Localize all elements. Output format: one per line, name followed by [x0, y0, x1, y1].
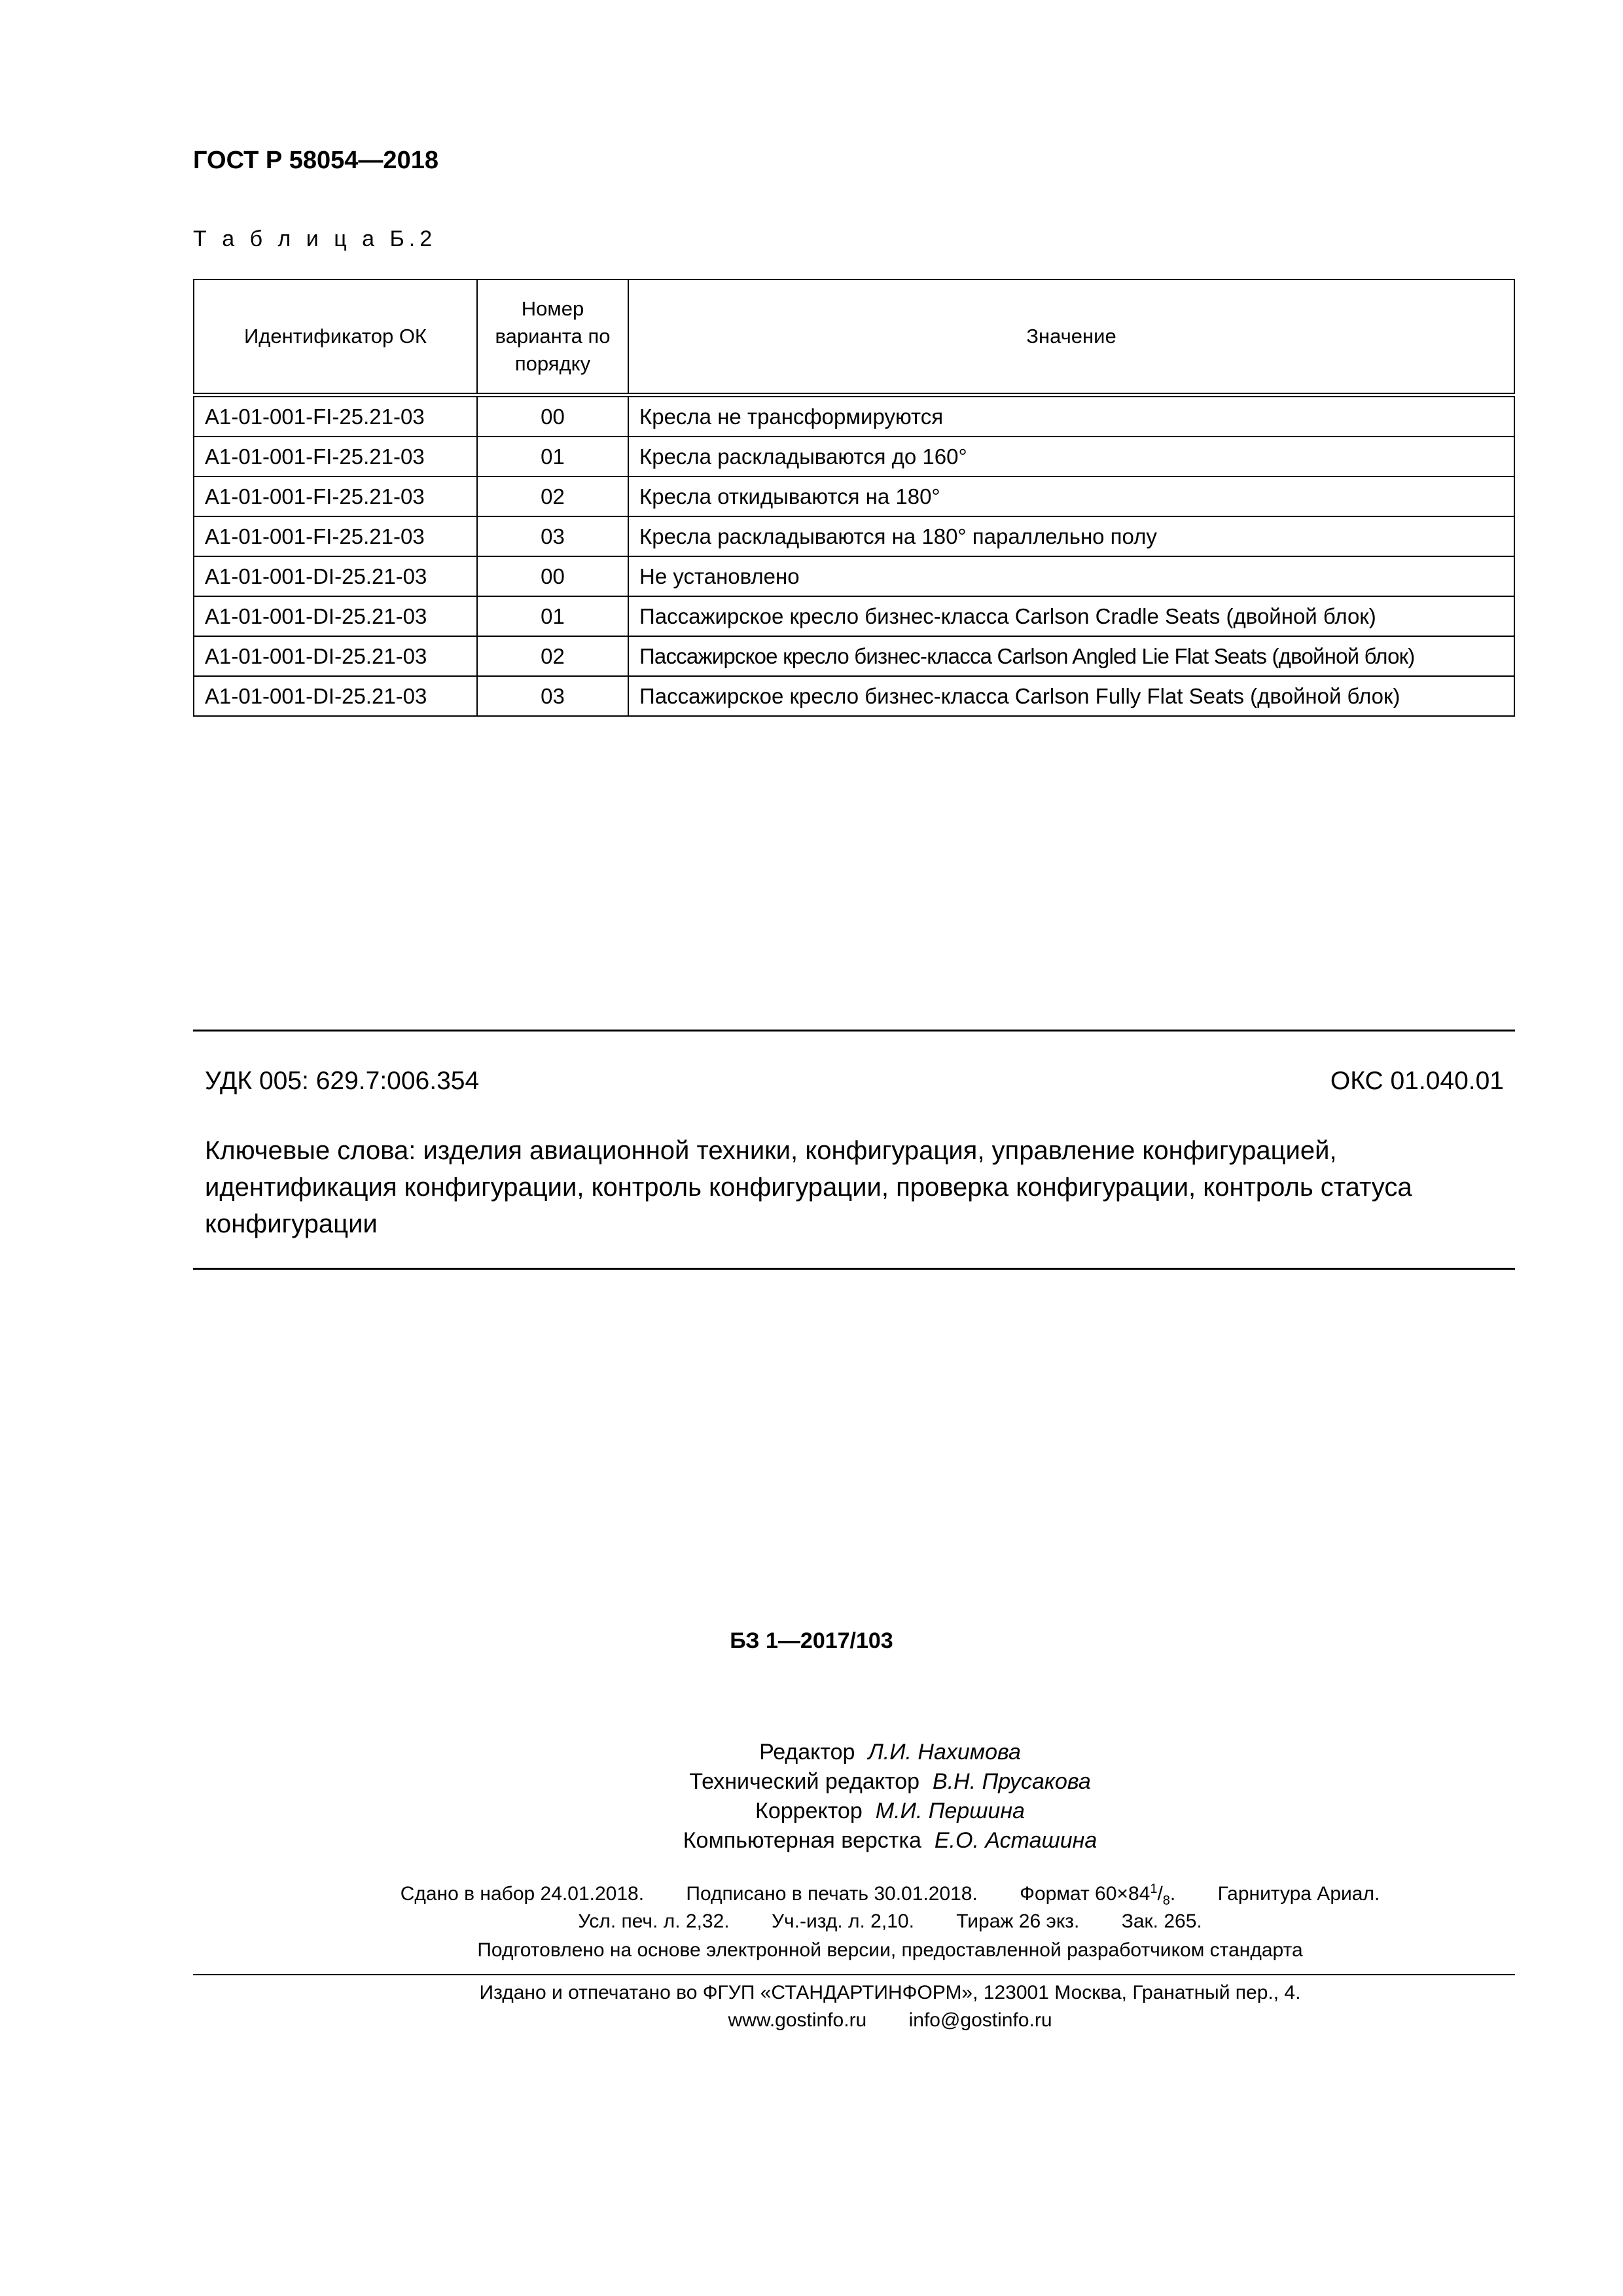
contact-line — [0, 2009, 1623, 2032]
cell-identifier: A1-01-001-DI-25.21-03 — [194, 676, 477, 716]
cell-variant-number: 01 — [477, 437, 628, 476]
cell-identifier: A1-01-001-DI-25.21-03 — [194, 556, 477, 596]
cell-variant-number: 01 — [477, 596, 628, 636]
cell-value: Пассажирское кресло бизнес-класса Carlson Angled Lie Flat Seats (двойной блок) — [628, 636, 1514, 676]
table-row — [194, 395, 1514, 437]
table-row — [194, 596, 1514, 636]
credit-layout — [0, 1828, 1623, 1854]
email-link[interactable]: info@gostinfo.ru — [908, 2009, 1052, 2031]
cell-variant-number: 02 — [477, 476, 628, 516]
cell-identifier: A1-01-001-DI-25.21-03 — [194, 596, 477, 636]
table-row — [194, 516, 1514, 556]
divider-bottom — [193, 1974, 1515, 1975]
table-caption: Т а б л и ц а Б.2 — [193, 226, 437, 251]
credit-role: Редактор — [759, 1740, 855, 1765]
keywords-paragraph: Ключевые слова: изделия авиационной техники, конфигурация, управление конфигурацией, идентификация конфигурации, контроль конфигурации, проверка конфигурации, контроль статуса конфигурации — [205, 1136, 1412, 1238]
typeface: Гарнитура Ариал. — [1217, 1883, 1380, 1905]
column-header-variant-number: Номер варианта по порядку — [477, 279, 628, 395]
credit-role: Корректор — [755, 1799, 863, 1823]
cell-value: Пассажирское кресло бизнес-класса Carlson Cradle Seats (двойной блок) — [628, 596, 1514, 636]
table-row — [194, 556, 1514, 596]
order-number: Зак. 265. — [1121, 1910, 1202, 1932]
udk-code: УДК 005: 629.7:006.354 — [205, 1067, 480, 1095]
divider-top — [193, 1030, 1515, 1031]
credit-name: Л.И. Нахимова — [868, 1740, 1021, 1765]
config-table — [193, 279, 1515, 717]
table-header-row — [194, 279, 1514, 395]
credit-name: В.Н. Прусакова — [933, 1769, 1091, 1794]
cell-variant-number: 03 — [477, 516, 628, 556]
column-header-value: Значение — [628, 279, 1514, 395]
cell-value: Кресла откидываются на 180° — [628, 476, 1514, 516]
cell-value: Пассажирское кресло бизнес-класса Carlson Fully Flat Seats (двойной блок) — [628, 676, 1514, 716]
print-details-line-2 — [0, 1910, 1623, 1933]
credit-role: Технический редактор — [689, 1769, 920, 1794]
cell-identifier: A1-01-001-FI-25.21-03 — [194, 437, 477, 476]
cell-variant-number: 00 — [477, 556, 628, 596]
print-sheets: Усл. печ. л. 2,32. — [578, 1910, 730, 1932]
credit-role: Компьютерная верстка — [683, 1828, 921, 1853]
table-row — [194, 676, 1514, 716]
oks-code: ОКС 01.040.01 — [1330, 1067, 1504, 1095]
credit-name: Е.О. Асташина — [934, 1828, 1097, 1853]
sent-to-typesetting: Сдано в набор 24.01.2018. — [400, 1883, 645, 1905]
column-header-identifier: Идентификатор ОК — [194, 279, 477, 395]
cell-identifier: A1-01-001-FI-25.21-03 — [194, 395, 477, 437]
table-row — [194, 476, 1514, 516]
cell-identifier: A1-01-001-FI-25.21-03 — [194, 516, 477, 556]
prepared-note: Подготовлено на основе электронной версии, предоставленной разработчиком стандарта — [477, 1939, 1303, 1961]
credit-editor — [0, 1740, 1623, 1765]
table-row — [194, 636, 1514, 676]
cell-identifier: A1-01-001-FI-25.21-03 — [194, 476, 477, 516]
cell-variant-number: 03 — [477, 676, 628, 716]
cell-value: Не установлено — [628, 556, 1514, 596]
cell-variant-number: 02 — [477, 636, 628, 676]
bz-number: БЗ 1—2017/103 — [730, 1628, 893, 1653]
print-run: Тираж 26 экз. — [956, 1910, 1080, 1932]
paper-format: Формат $60\times 84^1/_8$. — [1020, 1882, 1176, 1908]
signed-for-print: Подписано в печать 30.01.2018. — [686, 1883, 978, 1905]
cell-value: Кресла не трансформируются — [628, 395, 1514, 437]
credit-proofreader — [0, 1799, 1623, 1824]
table-row — [194, 437, 1514, 476]
website-link[interactable]: www.gostinfo.ru — [728, 2009, 867, 2031]
document-code: ГОСТ Р 58054—2018 — [193, 147, 438, 174]
publisher-sheets: Уч.-изд. л. 2,10. — [771, 1910, 914, 1932]
credit-technical-editor — [0, 1769, 1623, 1795]
cell-value: Кресла раскладываются на 180° параллельно полу — [628, 516, 1514, 556]
cell-identifier: A1-01-001-DI-25.21-03 — [194, 636, 477, 676]
cell-value: Кресла раскладываются до 160° — [628, 437, 1514, 476]
credit-name: М.И. Першина — [875, 1799, 1025, 1823]
cell-variant-number: 00 — [477, 395, 628, 437]
divider-middle — [193, 1268, 1515, 1270]
publisher-address: Издано и отпечатано во ФГУП «СТАНДАРТИНФОРМ», 123001 Москва, Гранатный пер., 4. — [479, 1982, 1301, 2003]
print-details-line-1 — [0, 1882, 1623, 1909]
